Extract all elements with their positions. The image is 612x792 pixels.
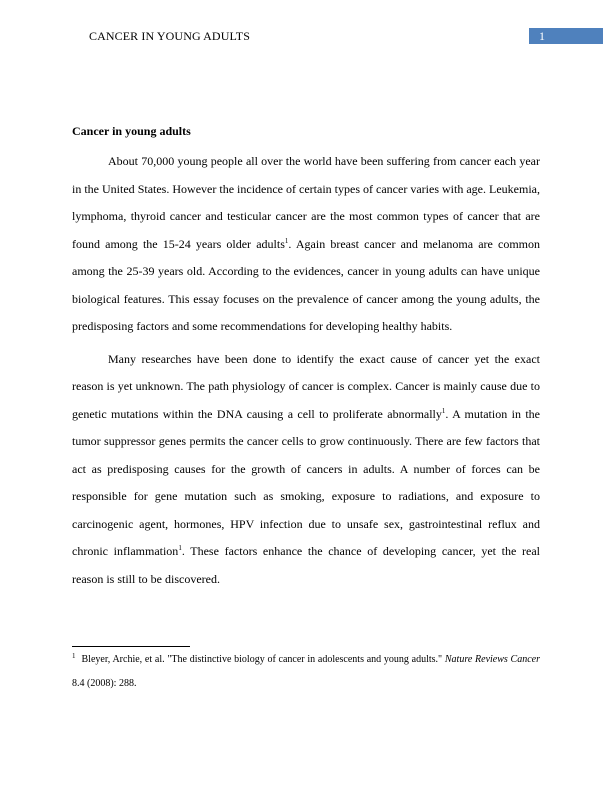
running-header-title: CANCER IN YOUNG ADULTS bbox=[89, 29, 250, 43]
page-number-badge: 1 bbox=[529, 28, 603, 44]
footnote-1 bbox=[72, 648, 540, 696]
footnote-reference[interactable]: 1 bbox=[178, 544, 182, 552]
paragraph-1-text-b: . Again breast cancer and melanoma are common among the 25-39 years old. According to the evidences, cancer in young adults can have unique biological features. This essay focuses on the prevalence of cancer among the young adults, the predisposing factors and some recommendations for developing healthy habits. bbox=[72, 236, 541, 333]
footnote-text-a: Bleyer, Archie, et al. "The distinctive biology of cancer in adolescents and young adults." bbox=[81, 654, 445, 665]
paragraph-1-text-a: About 70,000 young people all over the world have been suffering from cancer each year in the United States. However the incidence of certain types of cancer varies with age. Leukemia, lymphoma, thyroid cancer and testicular cancer are the most common types of cancer that are found among the 15-24 years older adults bbox=[72, 154, 540, 251]
document-title: Cancer in young adults bbox=[72, 124, 191, 138]
footnote-text-b: 8.4 (2008): 288. bbox=[72, 678, 137, 689]
paragraph-1 bbox=[72, 148, 540, 341]
paragraph-2-text-c: . These factors enhance the chance of developing cancer, yet the real reason is still to be discovered. bbox=[72, 544, 540, 586]
footnote-reference[interactable]: 1 bbox=[441, 406, 446, 415]
footnote-separator bbox=[72, 646, 190, 647]
paragraph-2-text-a: Many researches have been done to identify the exact cause of cancer yet the exact reason is yet unknown. The path physiology of cancer is complex. Cancer is mainly cause due to genetic mutations within the DNA causing a cell to proliferate abnormally bbox=[72, 351, 540, 421]
paragraph-2 bbox=[72, 346, 540, 594]
footnote-journal: Nature Reviews Cancer bbox=[444, 654, 540, 665]
footnote-mark: 1 bbox=[72, 651, 76, 660]
paragraph-2-text-b: . A mutation in the tumor suppressor genes permits the cancer cells to grow continuously. There are few factors that act as predisposing causes for the growth of cancers in adults. A number of forces can be responsible for gene mutation such as smoking, exposure to radiations, and exposure to carcinogenic agent, hormones, HPV infection due to unsafe sex, gastrointestinal reflux and chronic inflammation bbox=[72, 406, 541, 558]
footnote-reference[interactable]: 1 bbox=[284, 236, 289, 245]
document-body bbox=[72, 124, 540, 598]
